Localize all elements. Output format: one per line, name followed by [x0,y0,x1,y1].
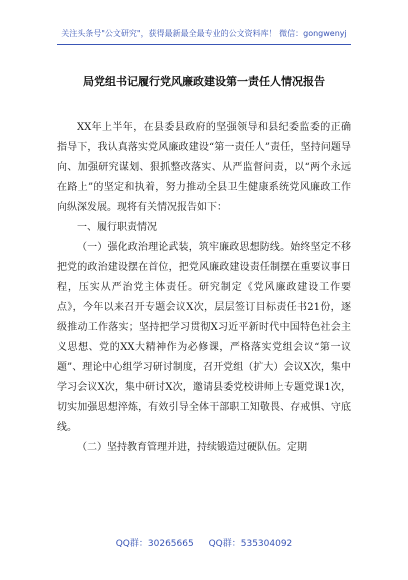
section-heading: 一、履行职责情况 [77,222,157,233]
footer [0,536,408,549]
document-title: 局党组书记履行党风廉政建设第一责任人情况报告 [83,75,325,88]
header-divider [57,44,351,45]
footer-qq-group-1: QQ群：30265665 [115,539,194,549]
document-body [57,118,351,458]
body-paragraph: （二）坚持教育管理并进，持续锻造过硬队伍。定期 [77,442,307,453]
body-paragraph: （一）强化政治理论武装，筑牢廉政思想防线。始终坚定不移把党的政治建设摆在首位，把党风廉政建设责任制摆在重要议事日程，压实从严治党主体责任。研究制定《党风廉政建设工作要点》，今年以来召开专题会议X次，层层签订目标责任书21份，逐级推动工作落实；坚持把学习贯彻X习近平新时代中国特色社会主义思想、党的XX大精神作为必修课，严格落实党组会议“第一议题”、理论中心组学习研讨制度，召开党组（扩大）会议X次，集中学习会议X次，集中研讨X次，邀请县委党校讲师上专题党课1次，切实加强思想淬炼，有效引导全体干部职工知敬畏、存戒惧、守底线。 [57,242,351,433]
footer-qq-group-2: QQ群：535304092 [208,539,293,549]
header-note: 关注头条号"公文研究"，获得最新最全最专业的公文资料库！ 微信：gongwenyj [61,29,347,38]
intro-paragraph: XX年上半年，在县委县政府的坚强领导和县纪委监委的正确指导下，我认真落实党风廉政建设“第一责任人”责任，坚持问题导向、加强研究谋划、狠抓整改落实、从严监督问责，以“两个永远在路上”的坚定和执着，努力推动全县卫生健康系统党风廉政工作向纵深发展。现将有关情况报告如下： [57,122,351,213]
